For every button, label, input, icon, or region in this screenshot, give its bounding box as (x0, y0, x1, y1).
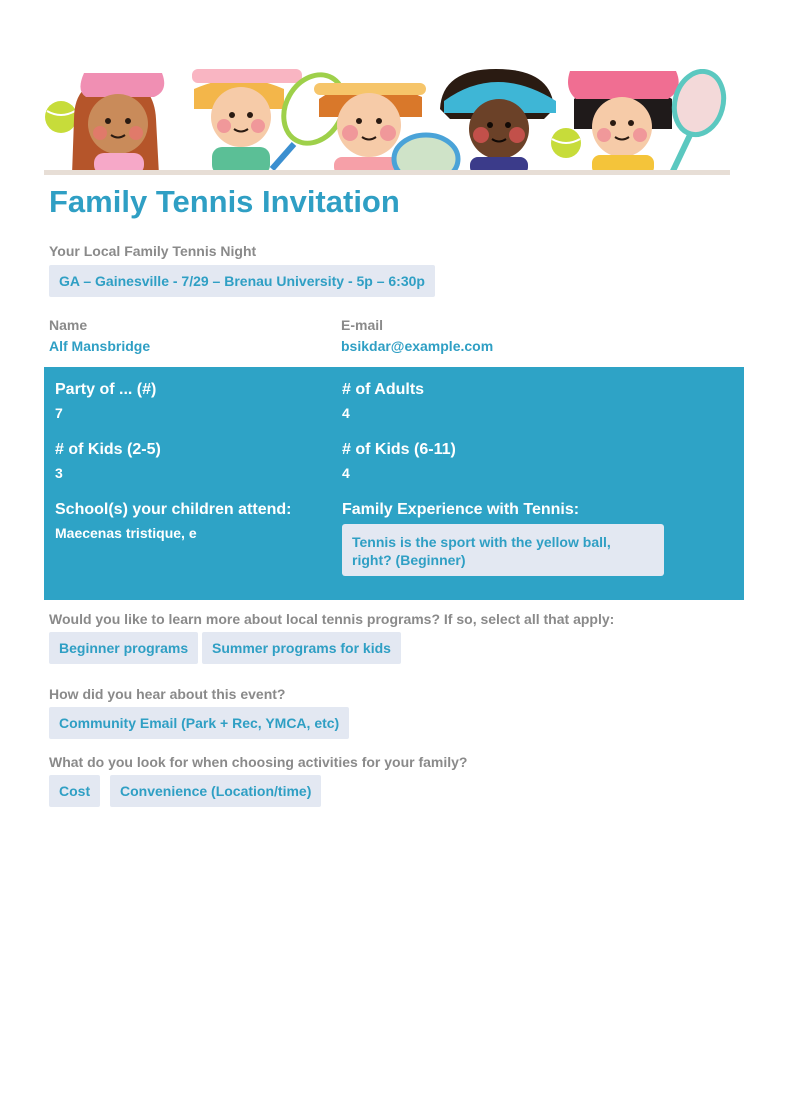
name-value: Alf Mansbridge (49, 338, 151, 354)
page-title: Family Tennis Invitation (49, 184, 400, 219)
kids-old-label: # of Kids (6-11) (342, 441, 456, 458)
kids-old-value: 4 (342, 465, 350, 481)
adults-value: 4 (342, 405, 350, 421)
email-label: E-mail (341, 317, 384, 333)
programs-option-summer[interactable]: Summer programs for kids (202, 632, 401, 664)
programs-option-beginner[interactable]: Beginner programs (49, 632, 198, 664)
choosing-option-cost[interactable]: Cost (49, 775, 100, 807)
banner-floor-divider (44, 170, 730, 175)
schools-value: Maecenas tristique, e (55, 525, 197, 541)
experience-label: Family Experience with Tennis: (342, 501, 580, 518)
kids-young-value: 3 (55, 465, 63, 481)
kids-young-label: # of Kids (2-5) (55, 441, 161, 458)
programs-question: Would you like to learn more about local tennis programs? If so, select all that apply: (49, 611, 615, 627)
kids-tennis-illustration (44, 69, 730, 175)
choosing-option-convenience[interactable]: Convenience (Location/time) (110, 775, 321, 807)
event-selection[interactable]: GA – Gainesville - 7/29 – Brenau University - 5p – 6:30p (49, 265, 435, 297)
party-size-value: 7 (55, 405, 63, 421)
email-value: bsikdar@example.com (341, 338, 494, 354)
schools-label: School(s) your children attend: (55, 501, 292, 518)
heard-question: How did you hear about this event? (49, 686, 286, 702)
heard-option-community-email[interactable]: Community Email (Park + Rec, YMCA, etc) (49, 707, 349, 739)
header-banner-illustration (44, 69, 730, 175)
adults-label: # of Adults (342, 381, 425, 398)
party-size-label: Party of ... (#) (55, 381, 157, 398)
party-details-section (44, 367, 744, 600)
name-label: Name (49, 317, 88, 333)
experience-selection[interactable]: Tennis is the sport with the yellow ball, right? (Beginner) (342, 524, 664, 576)
choosing-question: What do you look for when choosing activities for your family? (49, 754, 468, 770)
event-label: Your Local Family Tennis Night (49, 243, 257, 259)
